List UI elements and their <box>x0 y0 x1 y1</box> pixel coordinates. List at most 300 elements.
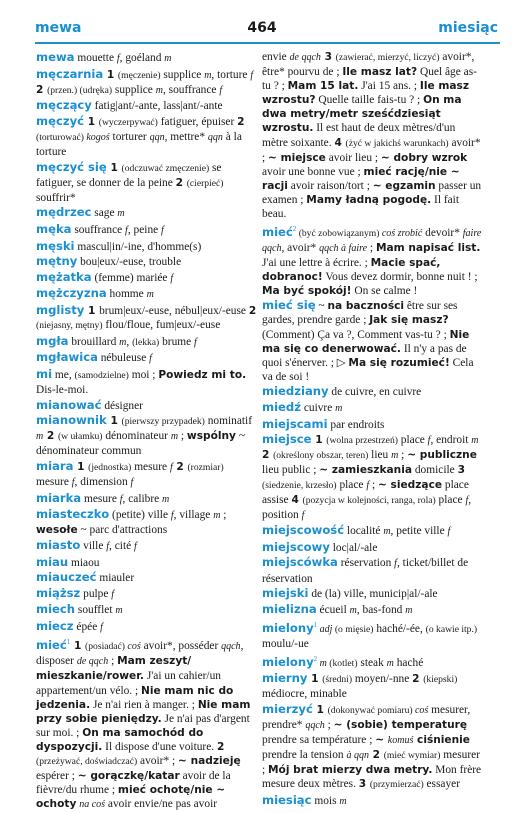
translation-text: moulu/-ue <box>262 638 309 651</box>
translation-text: lieu <box>368 449 392 462</box>
sense-number: 1 <box>84 115 99 128</box>
sense-number: 1 <box>84 305 100 317</box>
example-phrase: Ile masz wzrostu? <box>262 80 469 107</box>
dictionary-entry-mglawica <box>36 350 258 366</box>
dictionary-entry-mi <box>36 367 258 397</box>
headword: miejscowy <box>262 539 330 554</box>
usage-note: (wolna przestrzeń) <box>326 435 398 447</box>
translation-text: place assise <box>262 478 469 506</box>
header-last-headword: miesiąc <box>438 20 498 36</box>
translation-text: être sur ses gardes, prendre garde ; <box>262 300 458 327</box>
translation-text: Je n'ai pas d'argent sur moi. ; <box>36 712 250 739</box>
headword: męczarnia <box>36 66 104 81</box>
translation-text: (petite) ville <box>109 509 171 522</box>
headword: miedziany <box>262 384 329 399</box>
translation-text: réservation <box>337 557 395 570</box>
usage-note: (wyczerpywać) <box>98 116 158 128</box>
grammar-label: de qqch <box>289 52 321 63</box>
grammar-label: f <box>116 53 120 64</box>
grammar-label: m <box>405 604 413 616</box>
translation-text: avoir*, posséder <box>140 640 222 653</box>
translation-text: nébuleuse <box>97 352 150 365</box>
dictionary-entry-mgla <box>36 334 258 350</box>
usage-note: (siedzenie, krzesło) <box>262 479 337 491</box>
homonym-index: 1 <box>66 638 71 647</box>
translation-text: , petite ville <box>390 525 448 538</box>
usage-note: (męczenie) <box>117 69 161 81</box>
grammar-label: f <box>170 272 174 284</box>
translation-text: mesure <box>81 492 120 505</box>
example-phrase: ~ nadzieję <box>178 755 241 768</box>
headword: miauczeć <box>36 570 97 585</box>
sense-number: 2 <box>412 673 424 686</box>
homonym-index: 1 <box>313 621 318 630</box>
translation-text: , bas-fond <box>356 603 406 616</box>
translation-text: Il fait beau. <box>262 193 460 221</box>
grammar-label: adj <box>317 624 333 636</box>
sense-number: 3 <box>320 51 336 63</box>
dictionary-entry-meczyc-sie <box>36 160 258 205</box>
translation-text: , torture <box>211 68 251 81</box>
example-phrase: On ma samochód do dyspozycji. <box>36 726 204 753</box>
dictionary-entry-miech <box>36 602 258 618</box>
example-phrase: ~ dobry wzrok <box>380 151 468 164</box>
sense-number: 1 <box>106 415 122 428</box>
sense-number: 1 <box>312 703 328 716</box>
grammar-label: m <box>339 795 347 807</box>
grammar-label: f <box>161 225 164 237</box>
grammar-label: faire qqch <box>262 227 482 254</box>
translation-text: sage <box>91 207 118 220</box>
translation-text: , disposer <box>36 640 244 668</box>
translation-text: écueil <box>316 603 350 616</box>
headword: mętny <box>36 254 78 269</box>
grammar-label: f <box>106 540 110 552</box>
grammar-label: m <box>383 526 391 538</box>
headword: miecz <box>36 618 74 633</box>
grammar-label: f <box>149 353 152 365</box>
headword: męka <box>36 222 72 237</box>
usage-note: (jednostka) <box>88 461 132 473</box>
translation-text: Il est haut de deux mètres/d'un mètre soixante. <box>262 122 456 149</box>
translation-text: Cela va de soi ! <box>262 356 474 383</box>
translation-text: avoir* ; <box>262 136 481 164</box>
dictionary-entry-miedziany <box>262 384 484 399</box>
translation-text: médiocre, minable <box>262 688 347 701</box>
dictionary-entry-miejscowka <box>262 555 484 585</box>
headword: mglisty <box>36 303 85 317</box>
grammar-label: coś <box>127 641 141 653</box>
dictionary-entry-mierny <box>262 671 484 701</box>
dictionary-entry-miasto <box>36 538 258 554</box>
usage-note: (pozycja w kolejności, ranga, rola) <box>302 494 436 506</box>
left-column <box>36 50 258 813</box>
translation-text: Il n'y a pas de quoi s'énerver. ; ▷ <box>262 342 467 369</box>
translation-text: domicile <box>412 464 458 477</box>
translation-text: lieu public ; <box>262 464 320 477</box>
usage-note: (przeżywać, doświadczać) <box>36 756 138 768</box>
grammar-label: de qqch <box>76 656 109 668</box>
grammar-label: f <box>134 540 137 552</box>
translation-text: mouette <box>74 52 117 64</box>
dictionary-entry-mglisty <box>36 303 258 333</box>
usage-note: (kotlet) <box>326 657 358 669</box>
translation-text: ; <box>178 430 187 443</box>
headword: miau <box>36 554 69 569</box>
translation-text: mesurer, prendre* <box>262 703 471 732</box>
example-phrase: Jak się masz? <box>369 314 449 327</box>
example-phrase: Nie mam przy sobie pieniędzy. <box>36 698 251 725</box>
headword: miara <box>36 458 74 473</box>
example-phrase: Ma być spokój! <box>262 284 352 297</box>
page-header <box>0 0 524 44</box>
grammar-label: f <box>394 558 397 570</box>
grammar-label: f <box>71 477 75 489</box>
headword: mi <box>36 366 53 381</box>
translation-text: Je n'ai rien à manger. ; <box>90 698 198 711</box>
grammar-label: kogoś <box>86 131 110 143</box>
translation-text: flou/floue, fum|eux/-euse <box>102 319 221 332</box>
translation-text: mois <box>311 794 340 807</box>
sense-number: 3 <box>457 464 465 477</box>
grammar-label: m <box>317 657 327 669</box>
example-phrase: Nie mam nic do jedzenia. <box>36 684 234 711</box>
usage-note: (samodzielne) <box>74 369 129 381</box>
grammar-label: m <box>386 657 394 669</box>
translation-text: de (la) ville, municip|al/-ale <box>308 588 438 601</box>
dictionary-entry-miauczec <box>36 570 258 585</box>
translation-text: ~ dénominateur commun <box>36 430 245 458</box>
headword: mędrzec <box>36 205 92 220</box>
example-phrase: ~ (sobie) temperaturę <box>333 719 468 732</box>
translation-text: homme <box>106 288 147 301</box>
dictionary-entry-mewa <box>36 50 258 66</box>
translation-text: se fatiguer, se donner de la peine <box>36 161 222 189</box>
example-phrase: Mam zeszyt/ mieszkanie/rower. <box>36 655 192 683</box>
headword: mgławica <box>36 350 98 365</box>
usage-note: (żyć w jakichś warunkach) <box>345 137 449 149</box>
grammar-label: m <box>213 510 221 522</box>
example-phrase: Mój brat mierzy dwa metry. <box>268 764 433 777</box>
dictionary-entry-miec1 <box>36 635 258 812</box>
sense-number: 2 <box>248 305 257 317</box>
right-column <box>262 50 484 810</box>
usage-note: (rozmiar) <box>187 461 224 473</box>
header-divider <box>35 42 500 44</box>
translation-text: moyen/-nne <box>352 673 413 686</box>
grammar-label: qqch à faire <box>319 242 368 254</box>
translation-text: cuivre <box>300 402 336 415</box>
translation-text: prendre la tension <box>262 749 347 762</box>
headword: mężczyzna <box>36 286 107 301</box>
usage-note: (w ułamku) <box>57 431 103 443</box>
translation-text: (femme) mariée <box>91 271 171 284</box>
dictionary-entry-miesiac <box>262 793 484 809</box>
dictionary-entry-miecz <box>36 619 258 635</box>
grammar-label: m <box>471 435 479 447</box>
translation-text: , village <box>173 509 214 522</box>
translation-text: envie <box>262 51 290 63</box>
dictionary-entry-miarka <box>36 491 258 507</box>
translation-text: , avoir* <box>281 241 320 254</box>
translation-text: Vous devez dormir, bonne nuit ! ; <box>322 270 478 283</box>
usage-note: (przymierzać) <box>369 779 424 791</box>
translation-text: mascul|in/-ine, d'homme(s) <box>74 240 202 253</box>
dictionary-entry-mielony1 <box>262 618 484 651</box>
translation-text: par endroits <box>327 418 385 431</box>
translation-text: pulpe <box>80 587 112 600</box>
headword: miarka <box>36 490 82 505</box>
translation-text: mesurer ; <box>262 749 480 777</box>
translation-text: ville <box>80 539 107 552</box>
sense-number: 2 <box>175 176 187 189</box>
sense-number: 1 <box>106 161 122 174</box>
dictionary-entry-mianownik <box>36 413 258 458</box>
sense-number: 4 <box>334 136 346 149</box>
translation-text: fatiguer, épuiser <box>157 115 238 128</box>
translation-text: , peine <box>127 224 162 237</box>
usage-note: (kiepski) <box>423 674 458 686</box>
translation-text: , endroit <box>430 434 472 447</box>
translation-text: nominatif <box>204 415 253 428</box>
dictionary-entry-miec-sie <box>262 298 484 384</box>
translation-text: ; <box>108 655 118 668</box>
grammar-label: f <box>169 461 173 473</box>
translation-text: désigner <box>101 399 143 412</box>
grammar-label: à qqn <box>346 750 369 762</box>
sense-number: 1 <box>73 460 89 473</box>
dictionary-entry-miejscowosc <box>262 523 484 539</box>
translation-text: brum|eux/-euse, nébul|eux/-euse <box>99 305 249 317</box>
example-phrase: Mam 15 lat. <box>287 80 359 93</box>
grammar-label: f <box>194 336 197 348</box>
grammar-label: qqch <box>221 641 241 653</box>
translation-text: ~ <box>315 300 328 313</box>
grammar-label: f <box>170 510 174 522</box>
usage-note: (pierwszy przypadek) <box>121 416 205 428</box>
grammar-label: coś <box>414 704 429 716</box>
translation-text: place <box>435 493 466 506</box>
usage-note: (posiadać) <box>85 641 128 653</box>
translation-text: steak <box>357 656 387 669</box>
translation-text: On se calme ! <box>351 284 418 297</box>
grammar-label: m <box>146 289 154 301</box>
translation-text: souffrir* <box>36 191 76 204</box>
sense-number: 2 <box>368 749 384 762</box>
usage-note: (o kawie itp.) <box>425 624 478 636</box>
grammar-label: qqn <box>207 131 223 143</box>
headword: miasto <box>36 537 81 552</box>
translation-text: avoir envie/ne pas avoir <box>105 798 218 811</box>
translation-text: , souffrance <box>162 83 220 96</box>
usage-note: (niejasny, mętny) <box>36 320 103 332</box>
usage-note: (określony obszar, teren) <box>273 450 369 462</box>
grammar-label: m <box>36 431 44 443</box>
grammar-label: f <box>100 621 103 633</box>
translation-text: Quel âge as-tu ? ; <box>262 66 477 93</box>
example-phrase: ~ publiczne <box>407 449 477 462</box>
dictionary-entry-miec2 <box>262 222 484 298</box>
headword: mieć <box>36 638 67 653</box>
translation-text: espérer ; <box>36 770 78 783</box>
translation-text: Quelle taille fais-tu ? ; <box>315 94 424 107</box>
dictionary-entry-miejscami <box>262 417 484 432</box>
headword: mielony <box>262 621 314 636</box>
dictionary-entry-meka <box>36 222 258 238</box>
headword: męczyć <box>36 113 84 128</box>
translation-text: mesure <box>36 476 72 489</box>
translation-text: avoir* ; <box>137 755 179 768</box>
usage-note: (zawierać, mierzyć, liczyć) <box>335 52 440 63</box>
dictionary-entry-mierzyc <box>262 702 484 793</box>
example-phrase: Ma się rozumieć! <box>348 356 450 369</box>
translation-text: supplice <box>160 68 205 81</box>
headword: miech <box>36 602 76 617</box>
dictionary-entry-miara <box>36 459 258 490</box>
grammar-label: m <box>155 84 163 96</box>
grammar-label: m <box>119 336 127 348</box>
translation-text: brume <box>159 335 195 348</box>
translation-text: brouillard <box>68 335 120 348</box>
sense-number: 2 <box>237 115 245 128</box>
translation-text: miauler <box>96 572 135 585</box>
translation-text: , position <box>262 493 472 521</box>
translation-text: localité <box>344 525 384 538</box>
usage-note: (o mięsie) <box>332 624 374 636</box>
headword: miejscówka <box>262 555 338 570</box>
translation-text: Il dispose d'une voiture. <box>102 740 217 753</box>
headword: mierny <box>262 671 308 686</box>
translation-text: ; <box>220 509 227 522</box>
translation-text: mesure <box>131 460 170 473</box>
translation-text: ; <box>369 478 378 491</box>
translation-text: J'ai 15 ans. ; <box>358 80 420 93</box>
example-phrase: Macie spać, dobranoc! <box>262 256 441 283</box>
translation-text: Mon frère mesure deux mètres. <box>262 764 482 791</box>
sense-number: 1 <box>311 434 327 447</box>
translation-text: J'ai une lettre à écrire. ; <box>262 256 371 269</box>
sense-number: 2 <box>43 430 58 443</box>
headword: miąższ <box>36 585 81 600</box>
dictionary-entry-mianowac <box>36 398 258 413</box>
translation-text: place <box>336 478 367 491</box>
headword: mewa <box>36 50 75 64</box>
example-phrase: ~ zamieszkania <box>319 464 412 477</box>
example-phrase: Ile masz lat? <box>342 66 418 79</box>
headword: mgła <box>36 333 69 348</box>
translation-text: , calibre <box>122 492 163 505</box>
header-first-headword: mewa <box>35 20 82 36</box>
headword: mianownik <box>36 413 107 428</box>
translation-text: dénominateur <box>102 430 171 443</box>
headword: męczący <box>36 98 92 113</box>
translation-text: J'ai un cahier/un appartement/un vélo. ; <box>36 670 221 697</box>
translation-text: place <box>397 434 428 447</box>
headword: miedź <box>262 400 301 415</box>
translation-text: haché <box>393 656 424 669</box>
headword: miejsce <box>262 432 312 447</box>
grammar-label: f <box>427 435 431 447</box>
grammar-label: m <box>204 69 212 81</box>
dictionary-entry-meski <box>36 239 258 254</box>
sense-number: 1 <box>103 68 118 81</box>
grammar-label: f <box>301 509 305 521</box>
dictionary-entry-medrzec <box>36 205 258 221</box>
grammar-label: f <box>130 477 134 489</box>
headword: mieć się <box>262 298 316 313</box>
example-phrase: On ma dwa metry/metr sześćdziesiąt wzrostu. <box>262 94 462 135</box>
headword: mianować <box>36 397 102 412</box>
grammar-label: m <box>335 403 343 415</box>
grammar-label: qqch <box>305 720 325 732</box>
translation-text: torturer <box>109 130 150 143</box>
translation-text: souffrance <box>71 224 126 237</box>
page-number: 464 <box>247 20 277 36</box>
example-phrase: ~ <box>375 734 388 747</box>
sense-number: 2 <box>262 449 274 462</box>
translation-text: ; <box>367 241 376 254</box>
example-phrase: mieć rację/nie ~ racji <box>262 165 460 192</box>
usage-note: (średni) <box>322 674 353 686</box>
grammar-label: na coś <box>79 799 106 811</box>
grammar-label: qqn <box>149 131 165 143</box>
grammar-label: m <box>117 208 125 220</box>
example-phrase: Nie ma się co denerwować. <box>262 328 470 355</box>
grammar-label: m <box>391 450 399 462</box>
translation-text: avoir*, être* pourvu de ; <box>262 51 475 79</box>
dictionary-entry-meczyc <box>36 114 258 159</box>
headword: mieć <box>262 224 293 239</box>
translation-text: passer un examen ; <box>262 179 482 206</box>
translation-text: (Comment) Ça va ?, Comment vas-tu ? ; <box>262 328 450 341</box>
grammar-label: komuś <box>387 735 414 747</box>
headword: męczyć się <box>36 159 107 174</box>
dictionary-entry-miejski <box>262 586 484 601</box>
usage-note: (torturować) <box>36 131 87 143</box>
dictionary-entry-miec1-cont <box>262 50 484 221</box>
translation-text: haché/-ée, <box>373 623 426 636</box>
headword: miejscami <box>262 416 328 431</box>
translation-text: , ticket/billet de réservation <box>262 557 469 585</box>
dictionary-entry-mielizna <box>262 602 484 618</box>
usage-note: (mieć wymiar) <box>383 750 441 762</box>
translation-text: supplice <box>112 83 156 96</box>
sense-number: 1 <box>70 640 86 653</box>
headword: mierzyć <box>262 701 313 716</box>
dictionary-entry-miejscowy <box>262 540 484 555</box>
sense-number: 2 <box>172 460 188 473</box>
grammar-label: f <box>366 479 370 491</box>
grammar-label: m <box>115 605 123 617</box>
example-phrase: Mam napisać list. <box>375 241 481 254</box>
translation-text: avoir une bonne vue ; <box>262 165 364 178</box>
dictionary-entry-miedz <box>262 400 484 416</box>
dictionary-entry-meczarnia <box>36 67 258 98</box>
headword: miasteczko <box>36 507 110 522</box>
dictionary-entry-miau <box>36 555 258 570</box>
translation-text: avoir de la fièvre/du rhume ; <box>36 770 231 797</box>
grammar-label: f <box>111 588 115 600</box>
grammar-label: m <box>170 431 179 443</box>
translation-text: loc|al/-ale <box>329 541 378 554</box>
translation-text: fatig|ant/-ante, lass|ant/-ante <box>91 100 223 113</box>
headword: miejscowość <box>262 523 345 538</box>
translation-text: , cité <box>109 539 135 552</box>
usage-note: (lekka) <box>132 336 160 348</box>
example-phrase: ~ miejsce <box>268 151 326 164</box>
example-phrase: wesołe <box>36 524 78 537</box>
translation-text: avoir raison/tort ; <box>287 179 373 192</box>
